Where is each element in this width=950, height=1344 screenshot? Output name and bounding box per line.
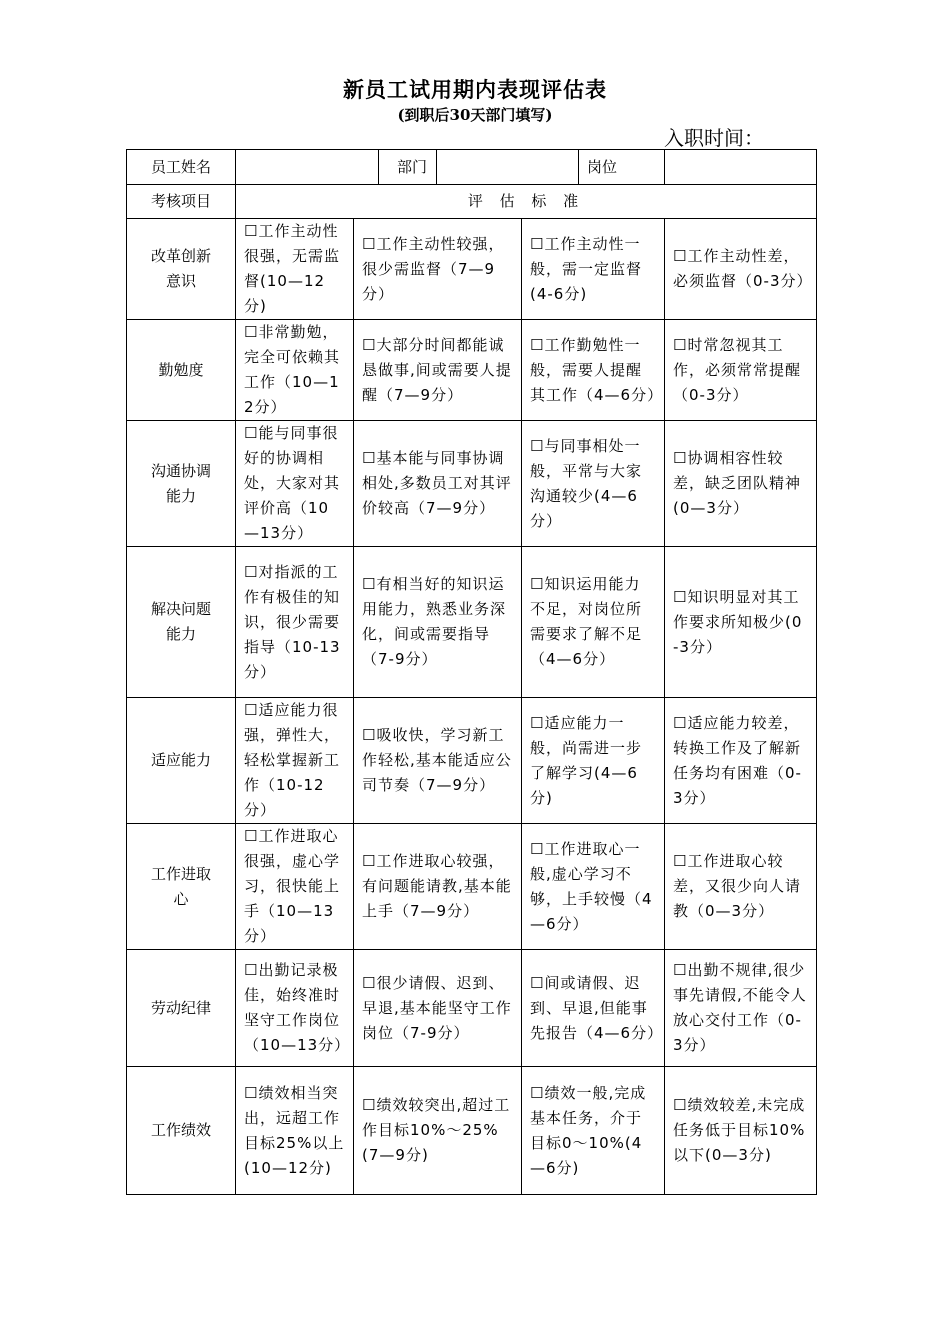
item-header: 考核项目 [127,185,236,219]
item-name: 勤勉度 [127,320,236,421]
department-field[interactable] [437,150,579,185]
criterion-poor[interactable]: ☐知识明显对其工作要求所知极少(0-3分） [665,547,817,698]
item-name: 改革创新意识 [127,219,236,320]
criterion-excellent[interactable]: ☐工作主动性很强，无需监督(10—12分) [236,219,354,320]
criterion-fair[interactable]: ☐工作勤勉性一般，需要人提醒其工作（4—6分） [522,320,665,421]
item-name: 工作绩效 [127,1067,236,1195]
criteria-row [127,421,817,547]
criterion-poor[interactable]: ☐工作主动性差，必须监督（0-3分） [665,219,817,320]
criterion-good[interactable]: ☐基本能与同事协调相处,多数员工对其评价较高（7—9分） [354,421,522,547]
criteria-row [127,320,817,421]
header-row [127,185,817,219]
criterion-good[interactable]: ☐吸收快，学习新工作轻松,基本能适应公司节奏（7—9分） [354,698,522,824]
criterion-fair[interactable]: ☐与同事相处一般，平常与大家沟通较少(4—6分） [522,421,665,547]
criterion-excellent[interactable]: ☐对指派的工作有极佳的知识，很少需要指导（10-13分） [236,547,354,698]
criterion-poor[interactable]: ☐适应能力较差，转换工作及了解新任务均有困难（0-3分） [665,698,817,824]
criterion-excellent[interactable]: ☐出勤记录极佳，始终准时坚守工作岗位（10—13分） [236,950,354,1067]
position-field[interactable] [665,150,817,185]
criterion-poor[interactable]: ☐时常忽视其工作，必须常常提醒（0-3分） [665,320,817,421]
evaluation-table [126,149,817,1195]
item-name: 适应能力 [127,698,236,824]
criterion-good[interactable]: ☐绩效较突出,超过工作目标10%～25%(7—9分) [354,1067,522,1195]
item-name: 劳动纪律 [127,950,236,1067]
criterion-poor[interactable]: ☐绩效较差,未完成任务低于目标10%以下(0—3分) [665,1067,817,1195]
criteria-row [127,698,817,824]
employee-name-field[interactable] [236,150,379,185]
form-subtitle: (到职后30天部门填写) [397,106,553,124]
criteria-row [127,219,817,320]
item-name: 解决问题能力 [127,547,236,698]
criterion-good[interactable]: ☐很少请假、迟到、早退,基本能坚守工作岗位（7-9分） [354,950,522,1067]
criterion-fair[interactable]: ☐适应能力一般，尚需进一步了解学习(4—6分) [522,698,665,824]
criterion-excellent[interactable]: ☐适应能力很强，弹性大，轻松掌握新工作（10-12分） [236,698,354,824]
criterion-fair[interactable]: ☐间或请假、迟到、早退,但能事先报告（4—6分） [522,950,665,1067]
criterion-good[interactable]: ☐有相当好的知识运用能力，熟悉业务深化，间或需要指导（7-9分） [354,547,522,698]
criterion-fair[interactable]: ☐工作主动性一般，需一定监督(4-6分) [522,219,665,320]
employee-name-label: 员工姓名 [127,150,236,185]
criteria-row [127,950,817,1067]
criteria-row [127,1067,817,1195]
criterion-excellent[interactable]: ☐绩效相当突出，远超工作目标25%以上(10—12分) [236,1067,354,1195]
criterion-poor[interactable]: ☐出勤不规律,很少事先请假,不能令人放心交付工作（0-3分） [665,950,817,1067]
entry-date-label: 入职时间： [664,126,764,150]
criterion-excellent[interactable]: ☐非常勤勉，完全可依赖其工作（10—12分） [236,320,354,421]
criterion-fair[interactable]: ☐知识运用能力不足，对岗位所需要求了解不足（4—6分） [522,547,665,698]
criterion-fair[interactable]: ☐工作进取心一般,虚心学习不够，上手较慢（4—6分） [522,824,665,950]
item-name: 沟通协调能力 [127,421,236,547]
criterion-excellent[interactable]: ☐能与同事很好的协调相处，大家对其评价高（10—13分） [236,421,354,547]
form-title: 新员工试用期内表现评估表 [343,77,607,102]
criterion-poor[interactable]: ☐协调相容性较差，缺乏团队精神(0—3分） [665,421,817,547]
criterion-good[interactable]: ☐工作主动性较强，很少需监督（7—9分） [354,219,522,320]
item-name: 工作进取心 [127,824,236,950]
department-label: 部门 [379,150,437,185]
criteria-row [127,547,817,698]
standard-header: 评 估 标 准 [236,185,817,219]
criterion-good[interactable]: ☐工作进取心较强，有问题能请教,基本能上手（7—9分） [354,824,522,950]
criterion-good[interactable]: ☐大部分时间都能诚恳做事,间或需要人提醒（7—9分） [354,320,522,421]
criterion-poor[interactable]: ☐工作进取心较差，又很少向人请教（0—3分） [665,824,817,950]
criteria-rows [127,219,817,1195]
criterion-excellent[interactable]: ☐工作进取心很强，虚心学习，很快能上手（10—13分） [236,824,354,950]
position-label: 岗位 [579,150,665,185]
criterion-fair[interactable]: ☐绩效一般,完成基本任务，介于目标0～10%(4—6分) [522,1067,665,1195]
employee-info-row [127,150,817,185]
criteria-row [127,824,817,950]
